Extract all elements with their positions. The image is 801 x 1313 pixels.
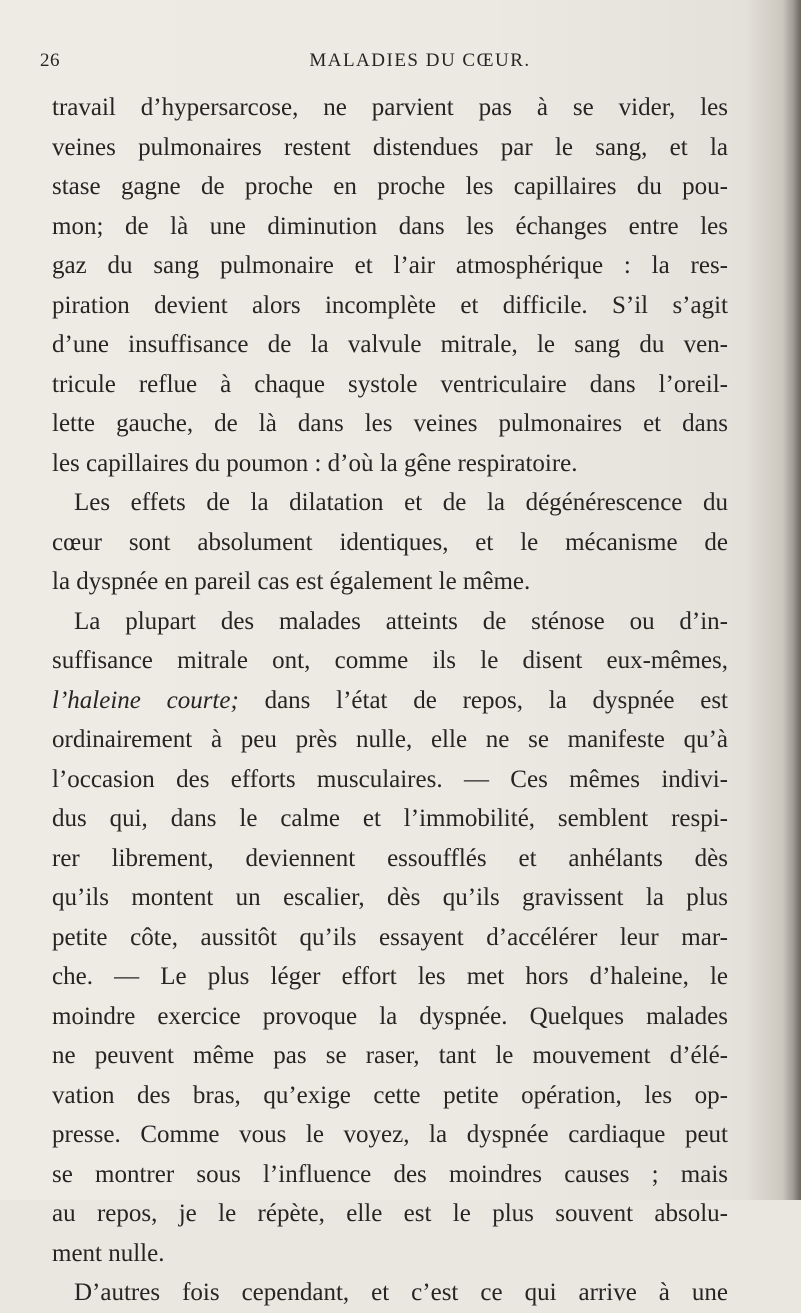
text-line: La plupart des malades atteints de sténose ou d’in- <box>74 607 728 635</box>
text-line: veines pulmonaires restent distendues par le sang, et la <box>52 133 728 161</box>
text-line: ment nulle. <box>52 1239 165 1267</box>
text-line: ordinairement à peu près nulle, elle ne se manifeste qu’à <box>52 726 728 753</box>
text-line: che. — Le plus léger effort les met hors d’haleine, le <box>52 963 728 990</box>
text-line: tricule reflue à chaque systole ventriculaire dans l’oreil- <box>52 370 728 398</box>
text-line: ne peuvent même pas se raser, tant le mouvement d’élé- <box>52 1042 728 1069</box>
text-line: au repos, je le répète, elle est le plus souvent absolu- <box>52 1200 728 1227</box>
page-number: 26 <box>40 50 60 71</box>
text-line: suffisance mitrale ont, comme ils le disent eux-mêmes, <box>52 647 728 674</box>
text-line: d’une insuffisance de la valvule mitrale, le sang du ven- <box>52 331 728 358</box>
page-edge-shadow <box>783 0 801 1200</box>
text-line: l’haleine courte; dans l’état de repos, la dyspnée est <box>52 686 728 714</box>
running-title: MALADIES DU CŒUR. <box>309 50 531 71</box>
text-line: cœur sont absolument identiques, et le mécanisme de <box>52 528 728 556</box>
text-line: D’autres fois cependant, et c’est ce qui arrive à une <box>74 1279 728 1306</box>
text-line: la dyspnée en pareil cas est également le même. <box>52 568 531 595</box>
text-line: les capillaires du poumon : d’où la gêne respiratoire. <box>52 449 578 477</box>
text-line: stase gagne de proche en proche les capillaires du pou- <box>52 173 728 200</box>
text-line: moindre exercice provoque la dyspnée. Quelques malades <box>52 1002 728 1030</box>
italic-phrase: l’haleine courte; <box>52 686 239 714</box>
body-text <box>52 88 728 1313</box>
text-line: petite côte, aussitôt qu’ils essayent d’accélérer leur mar- <box>52 923 728 951</box>
text-line: vation des bras, qu’exige cette petite opération, les op- <box>52 1081 728 1109</box>
text-line: Les effets de la dilatation et de la dégénérescence du <box>74 489 728 516</box>
text-line: gaz du sang pulmonaire et l’air atmosphérique : la res- <box>52 252 728 279</box>
text-line: piration devient alors incomplète et difficile. S’il s’agit <box>52 291 728 319</box>
text-line: qu’ils montent un escalier, dès qu’ils gravissent la plus <box>52 884 728 911</box>
text-line: rer librement, deviennent essoufflés et anhélants dès <box>52 844 728 872</box>
text-line: se montrer sous l’influence des moindres causes ; mais <box>52 1160 728 1188</box>
text-line: l’occasion des efforts musculaires. — Ces mêmes indivi- <box>52 765 728 793</box>
page-header <box>40 50 760 82</box>
text-line: mon; de là une diminution dans les échanges entre les <box>52 212 728 240</box>
text-line: presse. Comme vous le voyez, la dyspnée cardiaque peut <box>52 1121 728 1148</box>
text-line: lette gauche, de là dans les veines pulmonaires et dans <box>52 410 728 437</box>
text-line: dus qui, dans le calme et l’immobilité, semblent respi- <box>52 805 728 832</box>
text-line: travail d’hypersarcose, ne parvient pas à se vider, les <box>52 94 728 121</box>
